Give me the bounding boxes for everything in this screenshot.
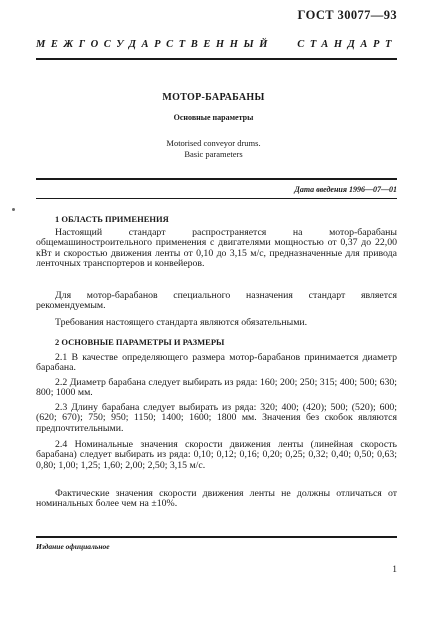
- section-1-paragraph-2: Для мотор-барабанов специального назначения стандарт является рекомендуемым.: [36, 290, 397, 312]
- banner-right: СТАНДАРТ: [297, 39, 397, 50]
- section-2-paragraph-3: 2.3 Длину барабана следует выбирать из ряда: 320; 400; (420); 500; (520); 600; (620; 670); 750; 950; 1150; 1400; 1600; 1800 мм. Значения без скобок являются предпочтительными.: [36, 402, 397, 434]
- intro-date: Дата введения 1996—07—01: [294, 185, 397, 194]
- english-title: [0, 138, 427, 160]
- margin-mark: [12, 208, 15, 211]
- section-2-heading: 2 ОСНОВНЫЕ ПАРАМЕТРЫ И РАЗМЕРЫ: [55, 337, 225, 347]
- banner-left: МЕЖГОСУДАРСТВЕННЫЙ: [36, 39, 274, 50]
- section-2-paragraph-5: Фактические значения скорости движения ленты не должны отличаться от номинальных более чем на ±10%.: [36, 488, 397, 510]
- section-2-paragraph-2: 2.2 Диаметр барабана следует выбирать из ряда: 160; 200; 250; 315; 400; 500; 630; 800; 1000 мм.: [36, 377, 397, 399]
- english-title-line1: Motorised conveyor drums.: [166, 138, 261, 148]
- section-1-heading: 1 ОБЛАСТЬ ПРИМЕНЕНИЯ: [55, 214, 169, 224]
- section-2-paragraph-4: 2.4 Номинальные значения скорости движения ленты (линейная скорость барабана) следует выбирать из ряда: 0,10; 0,12; 0,16; 0,20; 0,25; 0,32; 0,40; 0,50; 0,63; 0,80; 1,00; 1,25; 1,60; 2,00; 2,50; 3,15 м/с.: [36, 439, 397, 471]
- section-1-paragraph-3: Требования настоящего стандарта являются обязательными.: [55, 317, 308, 328]
- standard-banner: [36, 39, 397, 50]
- section-1-paragraph-1: Настоящий стандарт распространяется на мотор-барабаны общемашиностроительного применения с двигателями мощностью от 0,37 до 22,00 кВт и скоростью движения ленты от 0,10 до 3,15 м/с, предназначенные для привода ленточных транспортеров и конвейеров.: [36, 227, 397, 270]
- english-title-line2: Basic parameters: [184, 149, 243, 159]
- footer-rule: [36, 536, 397, 538]
- document-title: МОТОР-БАРАБАНЫ: [162, 92, 265, 103]
- date-rule: [36, 198, 397, 199]
- section-2-paragraph-1: 2.1 В качестве определяющего размера мотор-барабанов принимается диаметр барабана.: [36, 352, 397, 374]
- document-subtitle: Основные параметры: [173, 113, 254, 122]
- edition-note: Издание официальное: [36, 542, 110, 551]
- title-rule: [36, 178, 397, 180]
- page-number: 1: [392, 565, 397, 575]
- top-rule: [36, 58, 397, 60]
- gost-number: ГОСТ 30077—93: [297, 8, 397, 22]
